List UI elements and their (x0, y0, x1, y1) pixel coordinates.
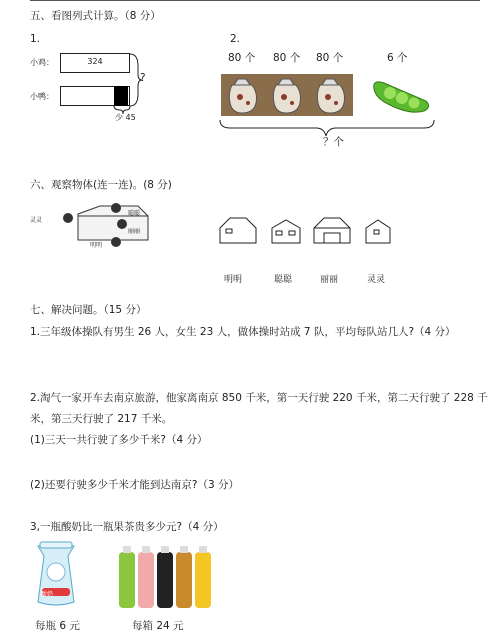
house-view-2 (270, 218, 302, 244)
bag-image-2 (264, 73, 310, 117)
section6-title: 六、观察物体(连一连)。(8 分) (30, 179, 172, 191)
chicken-value: 324 (87, 57, 103, 66)
count-label-2: 80 个 (273, 52, 301, 64)
count-label-3: 80 个 (316, 52, 344, 64)
problem1-number: 1. (30, 33, 41, 45)
question-2-part2: (2)还要行驶多少千米才能到达南京?（3 分） (30, 479, 239, 491)
question-3: 3,一瓶酸奶比一瓶果茶贵多少元?（4 分） (30, 521, 224, 533)
pea-pod-image (370, 75, 434, 119)
fruit-tea-bottles-image (117, 540, 217, 610)
name-label-4: 灵灵 (367, 275, 386, 285)
question-1: 1.三年级体操队有男生 26 人，女生 23 人，做体操时站成 7 队，平均每队站几人?（4 分） (30, 326, 456, 338)
house-view-3 (312, 216, 352, 244)
house-view-1 (218, 216, 258, 244)
question-2-line1: 2.淘气一家开车去南京旅游，他家离南京 850 千米，第一天行驶 220 千米，第二天行驶了 228 千 (30, 392, 488, 404)
yogurt-label: 酸奶 (41, 591, 54, 598)
count-label-1: 80 个 (228, 52, 256, 64)
question-2-line2: 米，第三天行驶了 217 千米。 (30, 413, 173, 425)
house-view-4 (364, 218, 392, 244)
kid-label-conghong: 聪聪 (128, 210, 141, 217)
kid-label-lili: 丽丽 (128, 228, 141, 235)
duck-label: 小鸭： (30, 92, 54, 101)
top-rule (30, 0, 480, 1)
total-label: ？个 (323, 136, 344, 148)
question-2-part1: (1)三天一共行驶了多少千米?（4 分） (30, 434, 208, 446)
count-label-4: 6 个 (387, 52, 408, 64)
kid-label-mingming: 明明 (90, 242, 103, 249)
section5-title: 五、看图列式计算。（8 分） (30, 10, 161, 22)
name-label-2: 聪聪 (274, 275, 293, 285)
name-label-1: 明明 (224, 275, 243, 285)
observation-scene (40, 200, 190, 250)
duck-shortfall-segment (114, 86, 128, 106)
yogurt-price: 每瓶 6 元 (35, 620, 80, 632)
chicken-label: 小鸡： (30, 58, 54, 67)
kid-label-lingling: 灵灵 (30, 217, 43, 224)
question-mark: ? (140, 72, 146, 84)
yogurt-bottle-image (30, 540, 82, 610)
section7-title: 七、解决问题。（15 分） (30, 304, 147, 316)
bag-image-3 (308, 73, 354, 117)
bag-image-1 (220, 73, 266, 117)
name-label-3: 丽丽 (320, 275, 339, 285)
less-label: 少 45 (115, 113, 136, 122)
problem2-number: 2. (230, 33, 241, 45)
tea-price: 每箱 24 元 (132, 620, 184, 632)
